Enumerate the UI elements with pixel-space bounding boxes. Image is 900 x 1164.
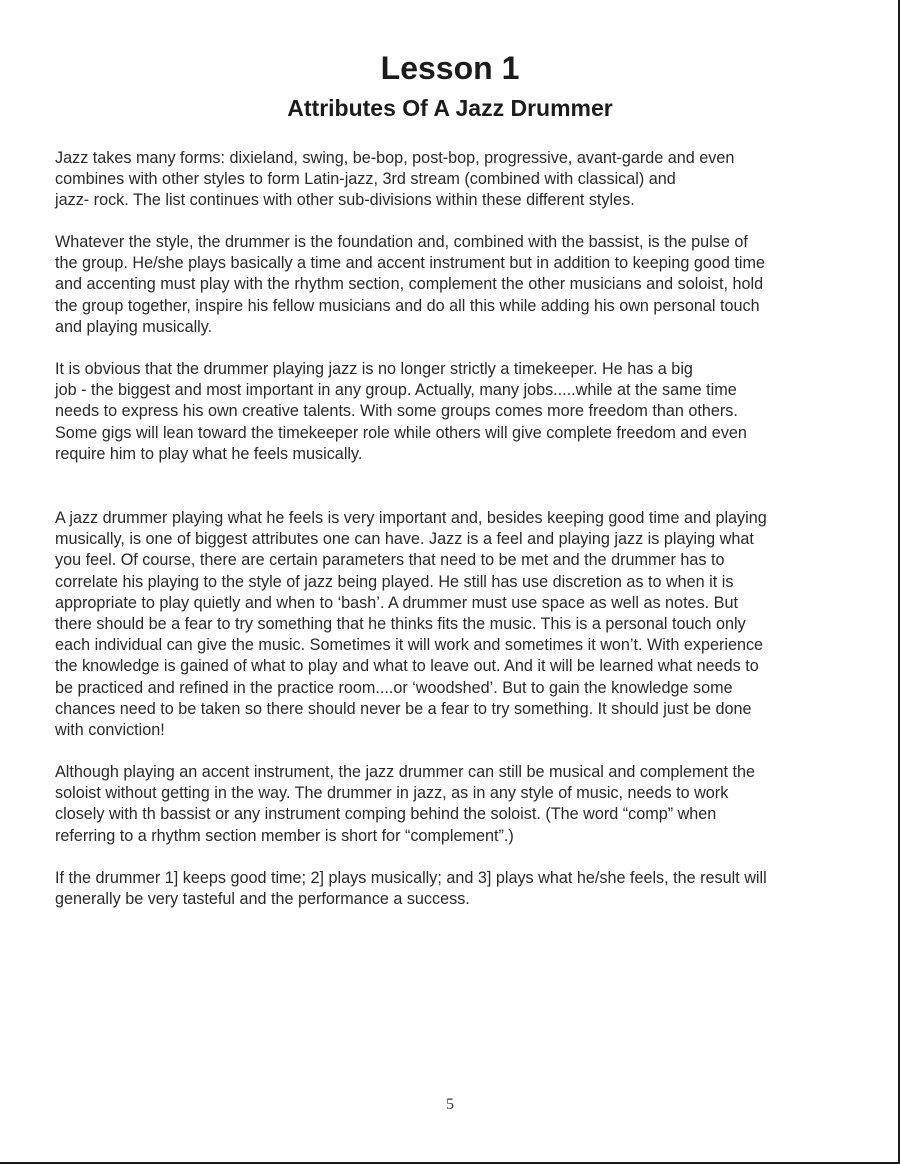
paragraph <box>55 232 855 338</box>
paragraph <box>55 868 855 910</box>
text-line: generally be very tasteful and the performance a success. <box>55 890 470 909</box>
text-line: correlate his playing to the style of jazz being played. He still has use discretion as to when it is <box>55 572 734 591</box>
text-line: needs to express his own creative talents. With some groups comes more freedom than others. <box>55 402 738 421</box>
lesson-title: Lesson 1 <box>380 50 520 86</box>
text-line: job - the biggest and most important in any group. Actually, many jobs.....while at the same time <box>55 381 737 400</box>
text-line: musically, is one of biggest attributes one can have. Jazz is a feel and playing jazz is playing what <box>55 530 754 549</box>
lesson-subtitle: Attributes Of A Jazz Drummer <box>287 95 613 121</box>
text-line: Jazz takes many forms: dixieland, swing, be-bop, post-bop, progressive, avant-garde and even <box>55 149 735 167</box>
text-line: If the drummer 1] keeps good time; 2] plays musically; and 3] plays what he/she feels, the result will <box>55 869 767 887</box>
text-line: referring to a rhythm section member is short for “complement”.) <box>55 826 514 845</box>
page-number: 5 <box>446 1096 454 1113</box>
paragraph <box>55 148 855 212</box>
text-line: appropriate to play quietly and when to ‘bash’. A drummer must use space as well as notes. But <box>55 593 738 612</box>
text-line: Although playing an accent instrument, the jazz drummer can still be musical and complement the <box>55 763 756 781</box>
text-line: Whatever the style, the drummer is the foundation and, combined with the bassist, is the pulse of <box>55 233 748 251</box>
text-line: you feel. Of course, there are certain parameters that need to be met and the drummer has to <box>55 551 725 570</box>
text-line: combines with other styles to form Latin-jazz, 3rd stream (combined with classical) and <box>55 170 676 189</box>
text-line: soloist without getting in the way. The drummer in jazz, as in any style of music, needs to work <box>55 784 729 803</box>
text-line: closely with th bassist or any instrument comping behind the soloist. (The word “comp” when <box>55 805 717 824</box>
text-line: and accenting must play with the rhythm section, complement the other musicians and soloist, hold <box>55 275 764 294</box>
paragraph <box>55 359 855 465</box>
text-line: the group together, inspire his fellow musicians and do all this while adding his own personal touch <box>55 296 760 315</box>
text-line: chances need to be taken so there should never be a fear to try something. It should just be done <box>55 699 752 718</box>
text-line: Some gigs will lean toward the timekeeper role while others will give complete freedom and even <box>55 423 747 442</box>
text-line: each individual can give the music. Sometimes it will work and sometimes it won’t. With experience <box>55 636 764 655</box>
text-line: jazz- rock. The list continues with other sub-divisions within these different styles. <box>55 191 635 210</box>
paragraph <box>55 508 855 741</box>
text-line: the knowledge is gained of what to play and what to leave out. And it will be learned what needs to <box>55 657 759 676</box>
text-line: It is obvious that the drummer playing jazz is no longer strictly a timekeeper. He has a big <box>55 360 693 378</box>
text-line: the group. He/she plays basically a time and accent instrument but in addition to keeping good time <box>55 254 765 273</box>
text-line: A jazz drummer playing what he feels is very important and, besides keeping good time and playing <box>55 509 767 527</box>
text-line: be practiced and refined in the practice room....or ‘woodshed’. But to gain the knowledge some <box>55 678 733 697</box>
paragraph <box>55 762 855 847</box>
text-line: and playing musically. <box>55 317 213 336</box>
text-line: require him to play what he feels musically. <box>55 444 363 463</box>
text-line: there should be a fear to try something that he thinks fits the music. This is a personal touch only <box>55 615 746 634</box>
text-line: with conviction! <box>55 721 165 740</box>
